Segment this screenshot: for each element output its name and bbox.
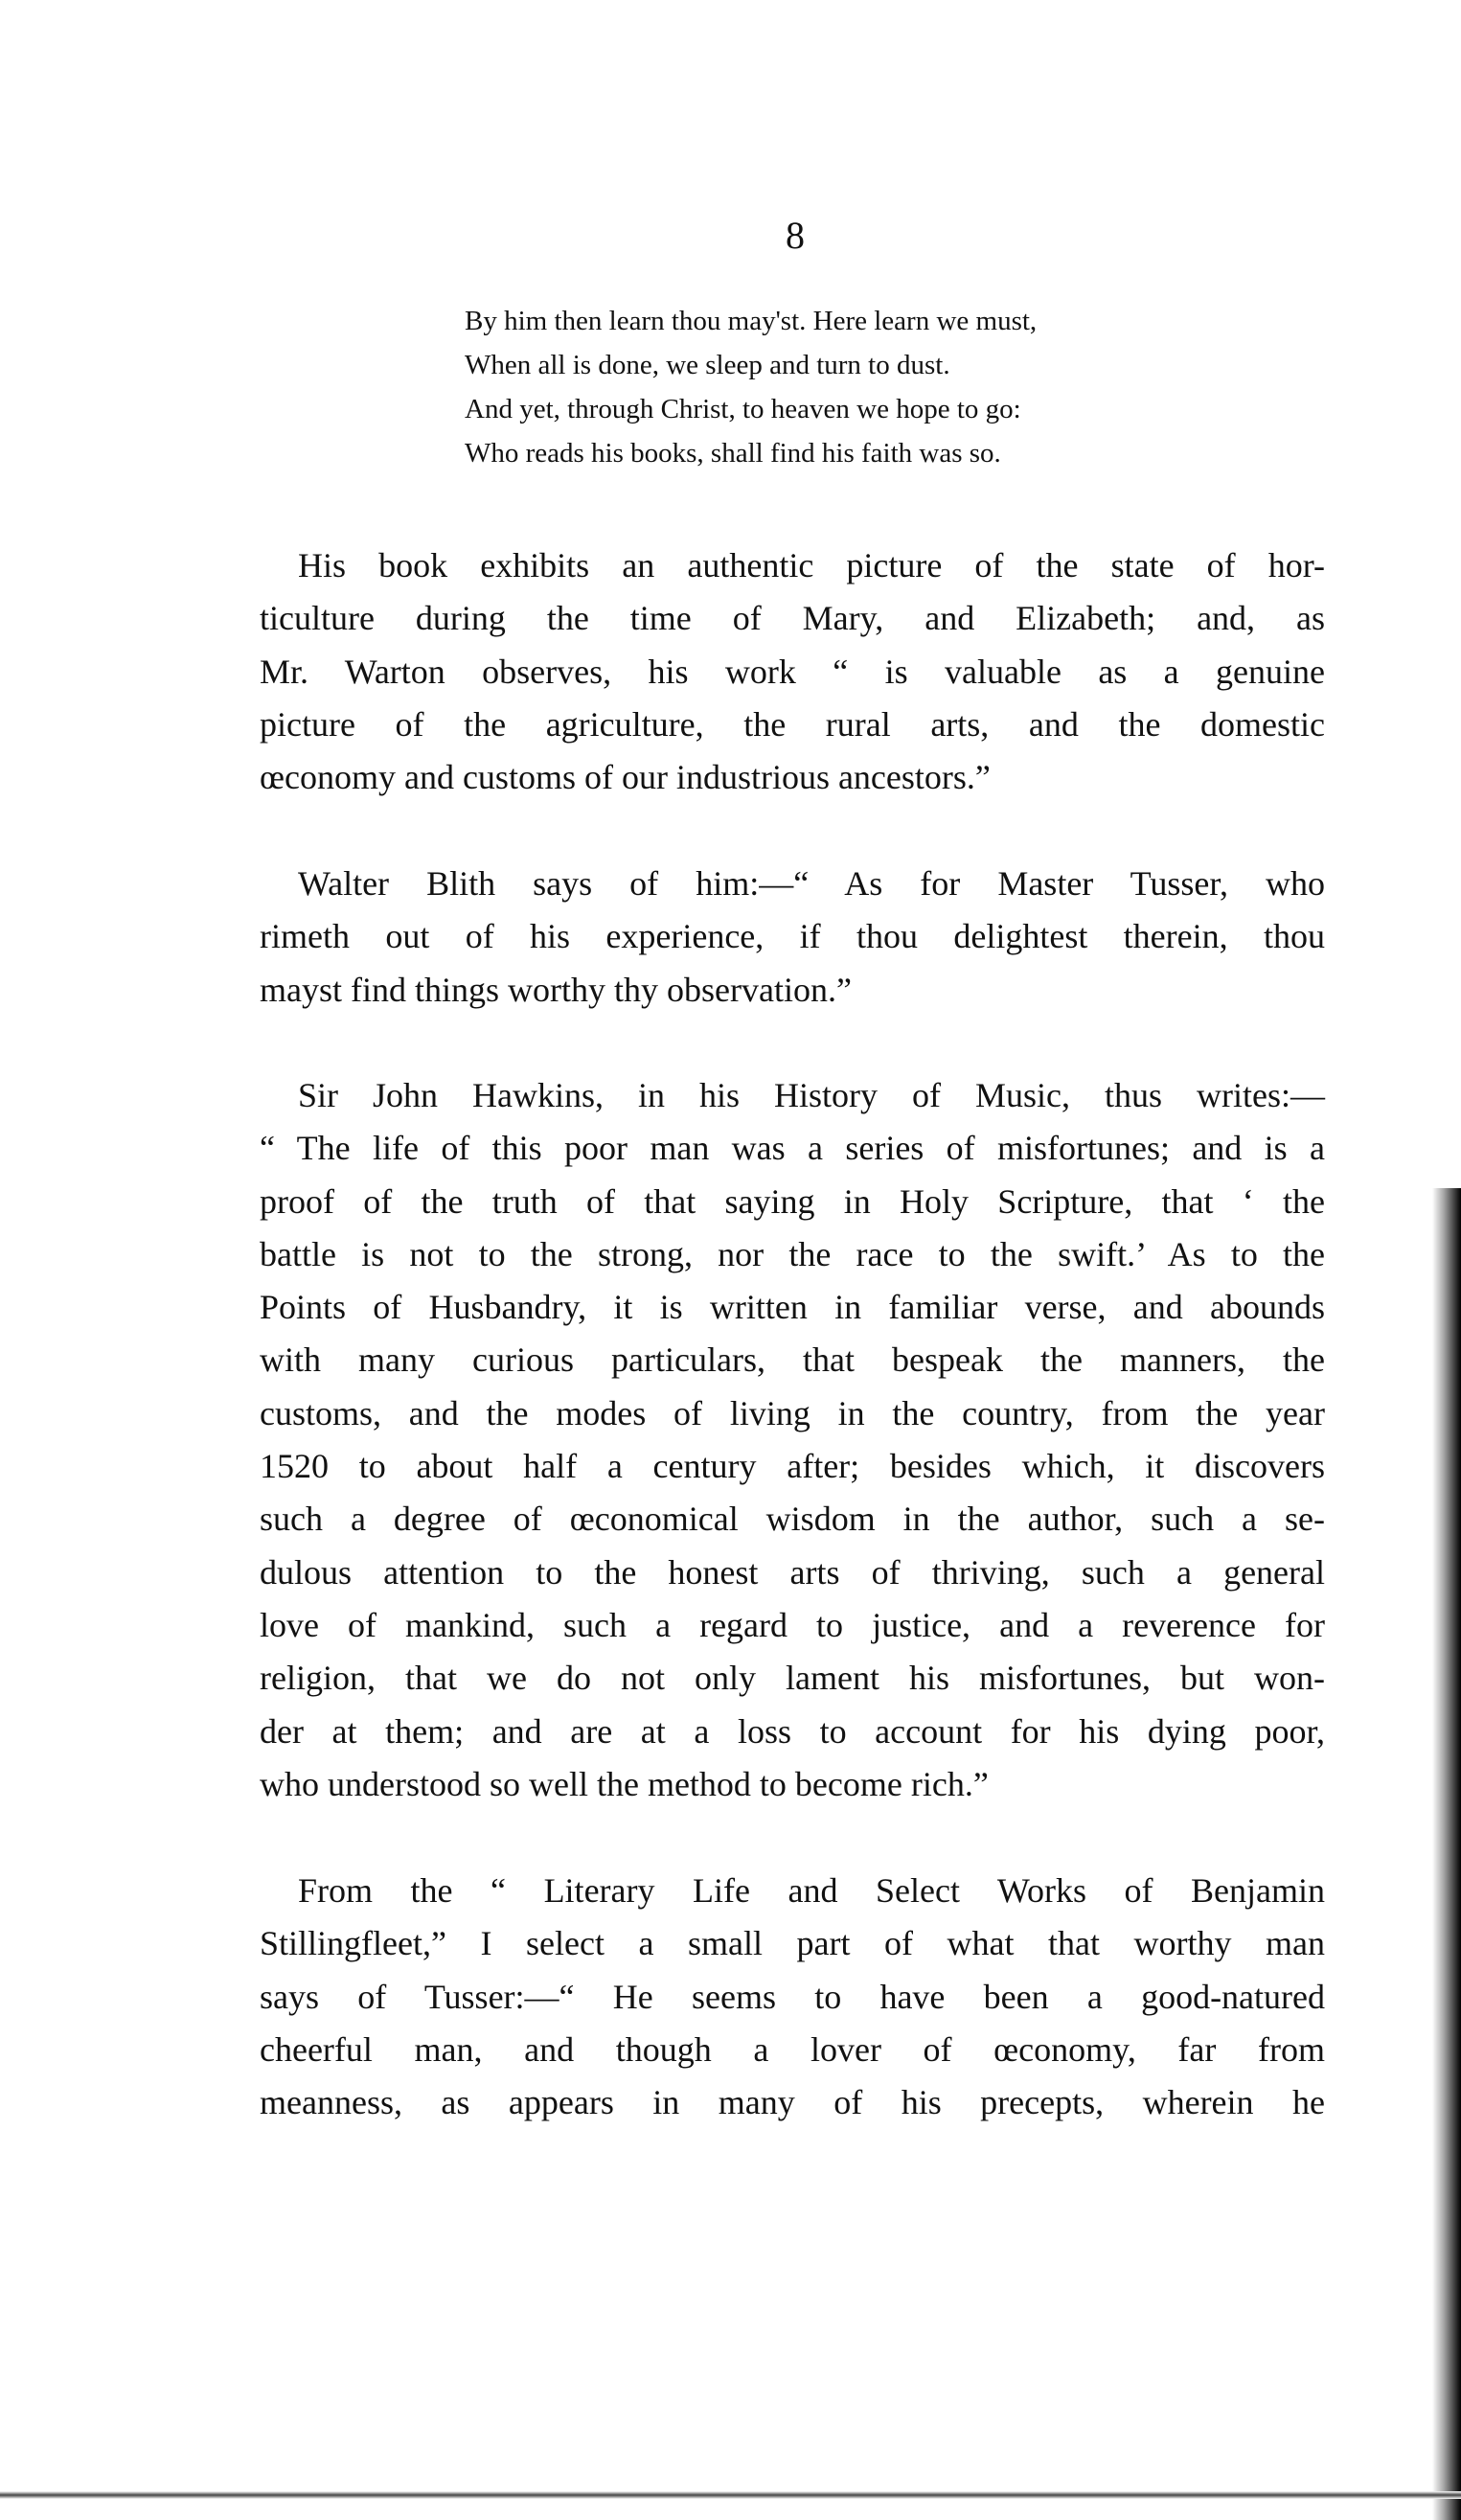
text-line: rimeth out of his experience, if thou delightest therein, thou bbox=[260, 917, 1325, 956]
text-line: cheerful man, and though a lover of œconomy, far from bbox=[260, 2029, 1325, 2069]
text-line: Walter Blith says of him:—“ As for Master Tusser, who bbox=[298, 864, 1325, 903]
text-line: says of Tusser:—“ He seems to have been a good-natured bbox=[260, 1977, 1325, 2016]
text-line: customs, and the modes of living in the country, from the year bbox=[260, 1393, 1325, 1432]
text-line: der at them; and are at a loss to account for his dying poor, bbox=[260, 1711, 1325, 1751]
page-bottom-edge bbox=[0, 2491, 1461, 2499]
text-line: battle is not to the strong, nor the race to the swift.’ As to the bbox=[260, 1234, 1325, 1273]
verse-line: And yet, through Christ, to heaven we hope to go: bbox=[465, 394, 1021, 424]
text-line: From the “ Literary Life and Select Works of Benjamin bbox=[298, 1871, 1325, 1910]
text-line: meanness, as appears in many of his precepts, wherein he bbox=[260, 2083, 1325, 2122]
text-line: mayst find things worthy thy observation.” bbox=[260, 970, 852, 1009]
text-line: religion, that we do not only lament his misfortunes, but won- bbox=[260, 1659, 1325, 1698]
page-number: 8 bbox=[786, 214, 805, 257]
text-line: who understood so well the method to become rich.” bbox=[260, 1764, 989, 1803]
text-line: picture of the agriculture, the rural arts, and the domestic bbox=[260, 704, 1325, 744]
paragraph-4 bbox=[260, 1865, 1325, 2129]
paragraph-3 bbox=[260, 1069, 1325, 1811]
verse-line: When all is done, we sleep and turn to dust. bbox=[465, 350, 950, 380]
text-line: proof of the truth of that saying in Holy Scripture, that ‘ the bbox=[260, 1181, 1325, 1221]
paragraph-2 bbox=[260, 858, 1325, 1017]
verse-line: Who reads his books, shall find his faith was so. bbox=[465, 438, 1001, 469]
text-line: Stillingfleet,” I select a small part of what that worthy man bbox=[260, 1924, 1325, 1963]
text-line: love of mankind, such a regard to justice, and a reverence for bbox=[260, 1605, 1325, 1644]
text-line: ticulture during the time of Mary, and Elizabeth; and, as bbox=[260, 599, 1325, 638]
text-line: Mr. Warton observes, his work “ is valuable as a genuine bbox=[260, 652, 1325, 691]
text-line: with many curious particulars, that bespeak the manners, the bbox=[260, 1340, 1325, 1380]
paragraph-1 bbox=[260, 539, 1325, 804]
text-line: 1520 to about half a century after; besides which, it discovers bbox=[260, 1447, 1325, 1486]
text-line: His book exhibits an authentic picture of the state of hor- bbox=[298, 546, 1325, 584]
verse-quote bbox=[465, 299, 1037, 475]
page-edge-shadow bbox=[1432, 1188, 1461, 2520]
text-line: such a degree of œconomical wisdom in the author, such a se- bbox=[260, 1500, 1325, 1539]
text-line: œconomy and customs of our industrious ancestors.” bbox=[260, 758, 991, 797]
text-line: dulous attention to the honest arts of thriving, such a general bbox=[260, 1552, 1325, 1592]
text-line: Sir John Hawkins, in his History of Music, thus writes:— bbox=[298, 1076, 1325, 1114]
verse-line: By him then learn thou may'st. Here learn we must, bbox=[465, 306, 1038, 336]
text-line: “ The life of this poor man was a series of misfortunes; and is a bbox=[260, 1129, 1325, 1168]
text-line: Points of Husbandry, it is written in familiar verse, and abounds bbox=[260, 1288, 1325, 1327]
